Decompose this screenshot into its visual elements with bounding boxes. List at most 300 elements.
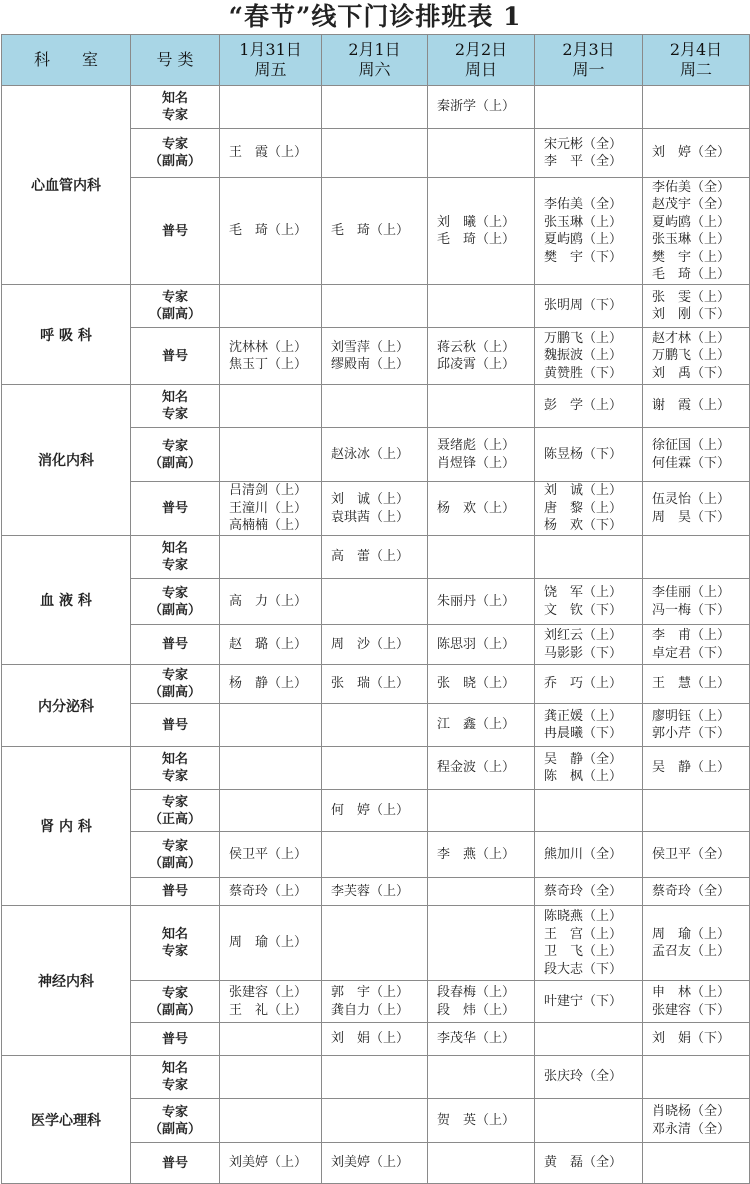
- schedule-cell: [322, 1056, 428, 1099]
- doctor-entry: 卫 飞（上）: [544, 944, 623, 959]
- doctor-entry: 缪殿南（上）: [331, 357, 410, 372]
- doctor-entry: 蔡奇玲（全）: [652, 883, 731, 899]
- doctor-entry: 伍灵怡（上）: [652, 492, 731, 507]
- doctor-entry: 段春梅（上）: [437, 985, 516, 1000]
- schedule-cell: [535, 704, 643, 747]
- doctor-entry: 刘 娟（下）: [652, 1031, 731, 1047]
- table-row: [2, 285, 750, 328]
- schedule-cell: [535, 285, 643, 328]
- schedule-cell: [428, 747, 535, 790]
- schedule-cell: [428, 665, 535, 704]
- doctor-entry: 夏屿鸥（上）: [544, 232, 623, 247]
- schedule-cell: [428, 129, 535, 178]
- schedule-cell: [428, 625, 535, 665]
- doctor-entry: 陈晓燕（上）: [544, 909, 623, 924]
- schedule-cell: [428, 285, 535, 328]
- schedule-cell: [220, 790, 322, 832]
- schedule-cell: [220, 906, 322, 981]
- schedule-cell: [428, 906, 535, 981]
- clinic-type-line: （副高）: [148, 455, 201, 471]
- doctor-entry: 赵泳冰（上）: [331, 446, 410, 462]
- schedule-cell: [428, 178, 535, 285]
- doctor-entry: 唐 黎（上）: [544, 500, 623, 516]
- clinic-type-line: 专家: [161, 438, 188, 454]
- schedule-cell: [643, 906, 750, 981]
- clinic-type: [131, 178, 220, 285]
- doctor-entry: 周 昊（下）: [652, 509, 731, 525]
- schedule-cell: [535, 428, 643, 482]
- doctor-entry: 周 瑜（上）: [229, 935, 308, 951]
- clinic-type: [131, 1023, 220, 1056]
- doctor-entry: 高 蕾（上）: [331, 549, 410, 565]
- doctor-entry: 蔡奇玲（上）: [229, 883, 308, 899]
- clinic-type-line: 专家: [161, 838, 188, 854]
- department-name: 血 液 科: [2, 536, 131, 665]
- schedule-cell: [322, 129, 428, 178]
- schedule-cell: [322, 1099, 428, 1143]
- table-row: [2, 385, 750, 428]
- table-row: [2, 747, 750, 790]
- schedule-cell: [643, 1143, 750, 1184]
- doctor-entry: 刘 诚（上）: [544, 483, 623, 499]
- schedule-cell: [428, 536, 535, 579]
- doctor-entry: 万鹏飞（上）: [652, 348, 731, 364]
- schedule-cell: [643, 129, 750, 178]
- clinic-type-line: 知名: [161, 390, 188, 405]
- department-name: 心血管内科: [2, 86, 131, 285]
- doctor-entry: 李茂华（上）: [437, 1031, 516, 1047]
- clinic-type-line: 专家: [161, 985, 188, 1001]
- doctor-entry: 魏振波（上）: [544, 348, 623, 364]
- doctor-entry: 朱丽丹（上）: [437, 593, 516, 609]
- doctor-entry: 夏屿鸥（上）: [652, 214, 731, 230]
- doctor-entry: 高 力（上）: [229, 593, 308, 609]
- clinic-type-line: 专家: [161, 1078, 188, 1093]
- schedule-cell: [428, 832, 535, 878]
- schedule-cell: [220, 385, 322, 428]
- schedule-cell: [643, 747, 750, 790]
- schedule-cell: [643, 178, 750, 285]
- clinic-type-line: 专家: [161, 558, 188, 573]
- doctor-entry: 张玉琳（上）: [652, 232, 731, 247]
- schedule-cell: [220, 328, 322, 385]
- header-day-1: [220, 35, 322, 86]
- clinic-type: [131, 1056, 220, 1099]
- doctor-entry: 龚自力（上）: [331, 1002, 410, 1018]
- doctor-entry: 卓定君（下）: [652, 645, 731, 661]
- doctor-entry: 孟召友（上）: [652, 944, 731, 959]
- doctor-entry: 张 雯（上）: [652, 289, 731, 305]
- schedule-cell: [535, 1023, 643, 1056]
- clinic-type: [131, 385, 220, 428]
- clinic-type: [131, 428, 220, 482]
- schedule-cell: [428, 790, 535, 832]
- schedule-cell: [322, 625, 428, 665]
- header-weekday: 周日: [464, 60, 497, 79]
- doctor-entry: 吴 静（全）: [544, 751, 623, 767]
- schedule-cell: [428, 981, 535, 1023]
- doctor-entry: 李佳丽（上）: [652, 585, 731, 600]
- department-name: 消化内科: [2, 385, 131, 536]
- clinic-type-line: （副高）: [148, 602, 201, 618]
- schedule-cell: [220, 129, 322, 178]
- schedule-cell: [428, 1099, 535, 1143]
- schedule-cell: [535, 482, 643, 536]
- table-row: [2, 665, 750, 704]
- doctor-entry: 宋元彬（全）: [544, 136, 623, 152]
- schedule-cell: [643, 482, 750, 536]
- doctor-entry: 何 婷（上）: [331, 802, 410, 818]
- schedule-cell: [535, 906, 643, 981]
- doctor-entry: 熊加川（全）: [544, 846, 623, 862]
- schedule-cell: [322, 428, 428, 482]
- department-name: 神经内科: [2, 906, 131, 1056]
- header-day-4: [535, 35, 643, 86]
- schedule-cell: [220, 625, 322, 665]
- doctor-entry: 邱凌霄（上）: [437, 357, 516, 372]
- schedule-cell: [428, 1023, 535, 1056]
- schedule-cell: [322, 747, 428, 790]
- clinic-type-line: 专家: [161, 668, 188, 683]
- schedule-cell: [535, 536, 643, 579]
- table-row: [2, 536, 750, 579]
- clinic-type-line: 普号: [161, 637, 188, 652]
- doctor-entry: 王潼川（上）: [229, 500, 308, 516]
- doctor-entry: 肖晓杨（全）: [652, 1104, 731, 1119]
- header-dept: 科 室: [2, 35, 131, 86]
- schedule-cell: [428, 328, 535, 385]
- schedule-cell: [322, 832, 428, 878]
- clinic-type-line: （副高）: [148, 1002, 201, 1018]
- schedule-cell: [322, 1143, 428, 1184]
- doctor-entry: 刘 诚（上）: [331, 492, 410, 507]
- doctor-entry: 秦浙学（上）: [437, 99, 516, 115]
- schedule-cell: [428, 704, 535, 747]
- clinic-type-line: 普号: [161, 717, 188, 733]
- doctor-entry: 张建容（下）: [652, 1002, 731, 1018]
- doctor-entry: 陈 枫（上）: [544, 769, 623, 784]
- schedule-cell: [220, 579, 322, 625]
- clinic-type: [131, 832, 220, 878]
- department-name: 肾 内 科: [2, 747, 131, 906]
- schedule-cell: [220, 878, 322, 906]
- schedule-cell: [428, 878, 535, 906]
- doctor-entry: 蒋云秋（上）: [437, 339, 516, 355]
- doctor-entry: 杨 欢（下）: [544, 518, 623, 534]
- schedule-cell: [220, 178, 322, 285]
- clinic-type-line: 知名: [161, 927, 188, 942]
- header-weekday: 周二: [679, 60, 712, 79]
- header-row: [2, 35, 750, 86]
- doctor-entry: 黄 磊（全）: [544, 1155, 623, 1171]
- schedule-cell: [643, 878, 750, 906]
- schedule-cell: [322, 178, 428, 285]
- schedule-cell: [428, 385, 535, 428]
- doctor-entry: 樊 宇（下）: [544, 249, 623, 265]
- doctor-entry: 刘美婷（上）: [229, 1155, 308, 1171]
- doctor-entry: 李佑美（全）: [652, 179, 731, 195]
- clinic-type: [131, 665, 220, 704]
- schedule-cell: [535, 579, 643, 625]
- doctor-entry: 邓永清（全）: [652, 1121, 731, 1137]
- doctor-entry: 高楠楠（上）: [229, 518, 308, 534]
- schedule-cell: [643, 625, 750, 665]
- doctor-entry: 赵 璐（上）: [229, 636, 308, 652]
- schedule-cell: [643, 285, 750, 328]
- doctor-entry: 陈昱杨（下）: [544, 446, 623, 462]
- clinic-type-line: 普号: [161, 1155, 188, 1171]
- schedule-cell: [535, 981, 643, 1023]
- schedule-cell: [535, 665, 643, 704]
- clinic-type-line: 专家: [161, 944, 188, 959]
- header-type: 号 类: [131, 35, 220, 86]
- doctor-entry: 蔡奇玲（全）: [544, 883, 623, 899]
- doctor-entry: 聂绪彪（上）: [437, 438, 516, 453]
- schedule-cell: [220, 665, 322, 704]
- schedule-cell: [535, 129, 643, 178]
- schedule-cell: [643, 665, 750, 704]
- doctor-entry: 程金波（上）: [437, 760, 516, 776]
- clinic-type: [131, 1099, 220, 1143]
- schedule-cell: [643, 328, 750, 385]
- schedule-cell: [535, 790, 643, 832]
- clinic-type-line: 普号: [161, 1031, 188, 1047]
- doctor-entry: 沈林林（上）: [229, 339, 308, 355]
- clinic-type-line: 普号: [161, 348, 188, 364]
- schedule-cell: [535, 832, 643, 878]
- header-day-2: [322, 35, 428, 86]
- schedule-cell: [220, 832, 322, 878]
- header-day-5: [643, 35, 750, 86]
- doctor-entry: 毛 琦（上）: [331, 223, 410, 239]
- doctor-entry: 毛 琦（上）: [652, 267, 731, 282]
- clinic-type: [131, 328, 220, 385]
- clinic-type-line: 普号: [161, 223, 188, 239]
- schedule-cell: [322, 906, 428, 981]
- doctor-entry: 肖煜锋（上）: [437, 455, 516, 471]
- doctor-entry: 段大志（下）: [544, 961, 623, 977]
- schedule-cell: [322, 790, 428, 832]
- header-weekday: 周六: [358, 60, 391, 79]
- schedule-cell: [535, 328, 643, 385]
- department-name: 内分泌科: [2, 665, 131, 747]
- doctor-entry: 张明周（下）: [544, 298, 623, 314]
- doctor-entry: 刘 禹（下）: [652, 365, 731, 381]
- schedule-cell: [535, 86, 643, 129]
- table-row: [2, 86, 750, 129]
- clinic-type-line: 专家: [161, 585, 188, 601]
- clinic-type-line: 知名: [161, 1061, 188, 1076]
- schedule-cell: [428, 86, 535, 129]
- doctor-entry: 袁琪茜（上）: [331, 509, 410, 525]
- schedule-cell: [643, 981, 750, 1023]
- doctor-entry: 廖明钰（上）: [652, 708, 731, 724]
- doctor-entry: 张建容（上）: [229, 985, 308, 1000]
- department-name: 呼 吸 科: [2, 285, 131, 385]
- schedule-cell: [322, 285, 428, 328]
- clinic-type-line: 专家: [161, 769, 188, 784]
- doctor-entry: 马影影（下）: [544, 645, 623, 661]
- schedule-cell: [220, 285, 322, 328]
- schedule-cell: [643, 1056, 750, 1099]
- schedule-cell: [535, 625, 643, 665]
- schedule-cell: [220, 536, 322, 579]
- schedule-cell: [220, 1143, 322, 1184]
- clinic-type-line: （正高）: [148, 811, 201, 827]
- clinic-type: [131, 906, 220, 981]
- table-row: [2, 906, 750, 981]
- department-name: 医学心理科: [2, 1056, 131, 1184]
- schedule-cell: [220, 428, 322, 482]
- schedule-cell: [322, 536, 428, 579]
- schedule-cell: [643, 1023, 750, 1056]
- clinic-type: [131, 285, 220, 328]
- clinic-type: [131, 482, 220, 536]
- schedule-cell: [322, 1023, 428, 1056]
- schedule-cell: [643, 428, 750, 482]
- schedule-body: [2, 86, 750, 1184]
- schedule-cell: [535, 1143, 643, 1184]
- schedule-cell: [322, 878, 428, 906]
- doctor-entry: 贺 英（上）: [437, 1112, 516, 1128]
- schedule-cell: [535, 747, 643, 790]
- doctor-entry: 徐征国（上）: [652, 438, 731, 453]
- doctor-entry: 王 礼（上）: [229, 1002, 308, 1018]
- doctor-entry: 赵茂宇（全）: [652, 197, 731, 212]
- clinic-type: [131, 1143, 220, 1184]
- clinic-type-line: 专家: [161, 108, 188, 123]
- clinic-type-line: （副高）: [148, 154, 201, 169]
- schedule-cell: [643, 790, 750, 832]
- doctor-entry: 彭 学（上）: [544, 398, 623, 414]
- clinic-type-line: 专家: [161, 137, 188, 152]
- schedule-cell: [322, 981, 428, 1023]
- clinic-type: [131, 86, 220, 129]
- schedule-cell: [643, 86, 750, 129]
- header-date: 1月31日: [239, 40, 302, 59]
- header-weekday: 周一: [572, 60, 605, 79]
- doctor-entry: 郭 宇（上）: [331, 985, 410, 1000]
- doctor-entry: 王 宫（上）: [544, 926, 623, 942]
- doctor-entry: 饶 军（上）: [544, 585, 623, 600]
- doctor-entry: 李 平（全）: [544, 154, 623, 169]
- doctor-entry: 黄赞胜（下）: [544, 365, 623, 381]
- doctor-entry: 杨 静（上）: [229, 676, 308, 692]
- doctor-entry: 毛 琦（上）: [229, 223, 308, 239]
- header-date: 2月1日: [348, 40, 401, 59]
- doctor-entry: 侯卫平（全）: [652, 846, 731, 862]
- doctor-entry: 李 甫（上）: [652, 628, 731, 643]
- clinic-type-line: 专家: [161, 794, 188, 810]
- doctor-entry: 刘红云（上）: [544, 628, 623, 643]
- clinic-type: [131, 536, 220, 579]
- schedule-cell: [643, 536, 750, 579]
- doctor-entry: 郭小芹（下）: [652, 726, 731, 741]
- schedule-cell: [220, 86, 322, 129]
- doctor-entry: 冯一梅（下）: [652, 602, 731, 618]
- schedule-cell: [322, 328, 428, 385]
- schedule-cell: [428, 579, 535, 625]
- clinic-type-line: 专家: [161, 1104, 188, 1120]
- doctor-entry: 申 林（上）: [652, 985, 731, 1000]
- header-day-3: [428, 35, 535, 86]
- clinic-type: [131, 981, 220, 1023]
- schedule-cell: [220, 704, 322, 747]
- clinic-type: [131, 704, 220, 747]
- schedule-cell: [643, 704, 750, 747]
- schedule-cell: [322, 704, 428, 747]
- doctor-entry: 焦玉丁（上）: [229, 357, 308, 372]
- doctor-entry: 谢 霞（上）: [652, 398, 731, 414]
- doctor-entry: 陈思羽（上）: [437, 636, 516, 652]
- doctor-entry: 李芙蓉（上）: [331, 883, 410, 899]
- schedule-cell: [220, 1056, 322, 1099]
- schedule-cell: [535, 385, 643, 428]
- schedule-cell: [535, 1056, 643, 1099]
- clinic-type: [131, 747, 220, 790]
- doctor-entry: 张庆玲（全）: [544, 1069, 623, 1085]
- clinic-type-line: 知名: [161, 91, 188, 106]
- schedule-cell: [643, 579, 750, 625]
- header-date: 2月2日: [454, 40, 508, 59]
- doctor-entry: 李佑美（全）: [544, 197, 623, 212]
- schedule-cell: [643, 832, 750, 878]
- doctor-entry: 赵才林（上）: [652, 330, 731, 346]
- clinic-type-line: （副高）: [148, 1121, 201, 1137]
- clinic-type-line: 专家: [161, 407, 188, 422]
- clinic-type: [131, 579, 220, 625]
- schedule-cell: [220, 747, 322, 790]
- doctor-entry: 周 沙（上）: [331, 636, 410, 652]
- doctor-entry: 吕清剑（上）: [229, 483, 308, 499]
- schedule-cell: [535, 1099, 643, 1143]
- doctor-entry: 刘 曦（上）: [437, 214, 516, 230]
- schedule-cell: [322, 86, 428, 129]
- doctor-entry: 樊 宇（上）: [652, 249, 731, 265]
- doctor-entry: 乔 巧（上）: [544, 676, 623, 692]
- doctor-entry: 何佳霖（下）: [652, 455, 731, 471]
- clinic-type: [131, 878, 220, 906]
- table-row: [2, 1056, 750, 1099]
- clinic-type-line: （副高）: [148, 855, 201, 871]
- doctor-entry: 叶建宁（下）: [544, 993, 623, 1009]
- schedule-cell: [643, 385, 750, 428]
- schedule-cell: [535, 878, 643, 906]
- clinic-type: [131, 129, 220, 178]
- schedule-cell: [220, 482, 322, 536]
- clinic-type-line: 普号: [161, 501, 188, 516]
- schedule-cell: [322, 482, 428, 536]
- doctor-entry: 段 炜（上）: [437, 1002, 516, 1018]
- header-date: 2月3日: [562, 40, 615, 59]
- doctor-entry: 李 燕（上）: [437, 846, 516, 862]
- doctor-entry: 刘雪萍（上）: [331, 339, 410, 355]
- doctor-entry: 王 霞（上）: [229, 145, 308, 161]
- doctor-entry: 刘 娟（上）: [331, 1031, 410, 1047]
- clinic-type-line: （副高）: [148, 307, 201, 322]
- clinic-type-line: 普号: [161, 884, 188, 899]
- page-title: “春节”线下门诊排班表 1: [228, 2, 522, 31]
- schedule-cell: [322, 385, 428, 428]
- doctor-entry: 张 瑞（上）: [331, 676, 410, 692]
- schedule-table: [1, 34, 750, 1184]
- schedule-cell: [428, 1056, 535, 1099]
- doctor-entry: 周 瑜（上）: [652, 926, 731, 942]
- doctor-entry: 万鹏飞（上）: [544, 330, 623, 346]
- header-weekday: 周五: [254, 60, 287, 79]
- schedule-cell: [643, 1099, 750, 1143]
- schedule-cell: [220, 1099, 322, 1143]
